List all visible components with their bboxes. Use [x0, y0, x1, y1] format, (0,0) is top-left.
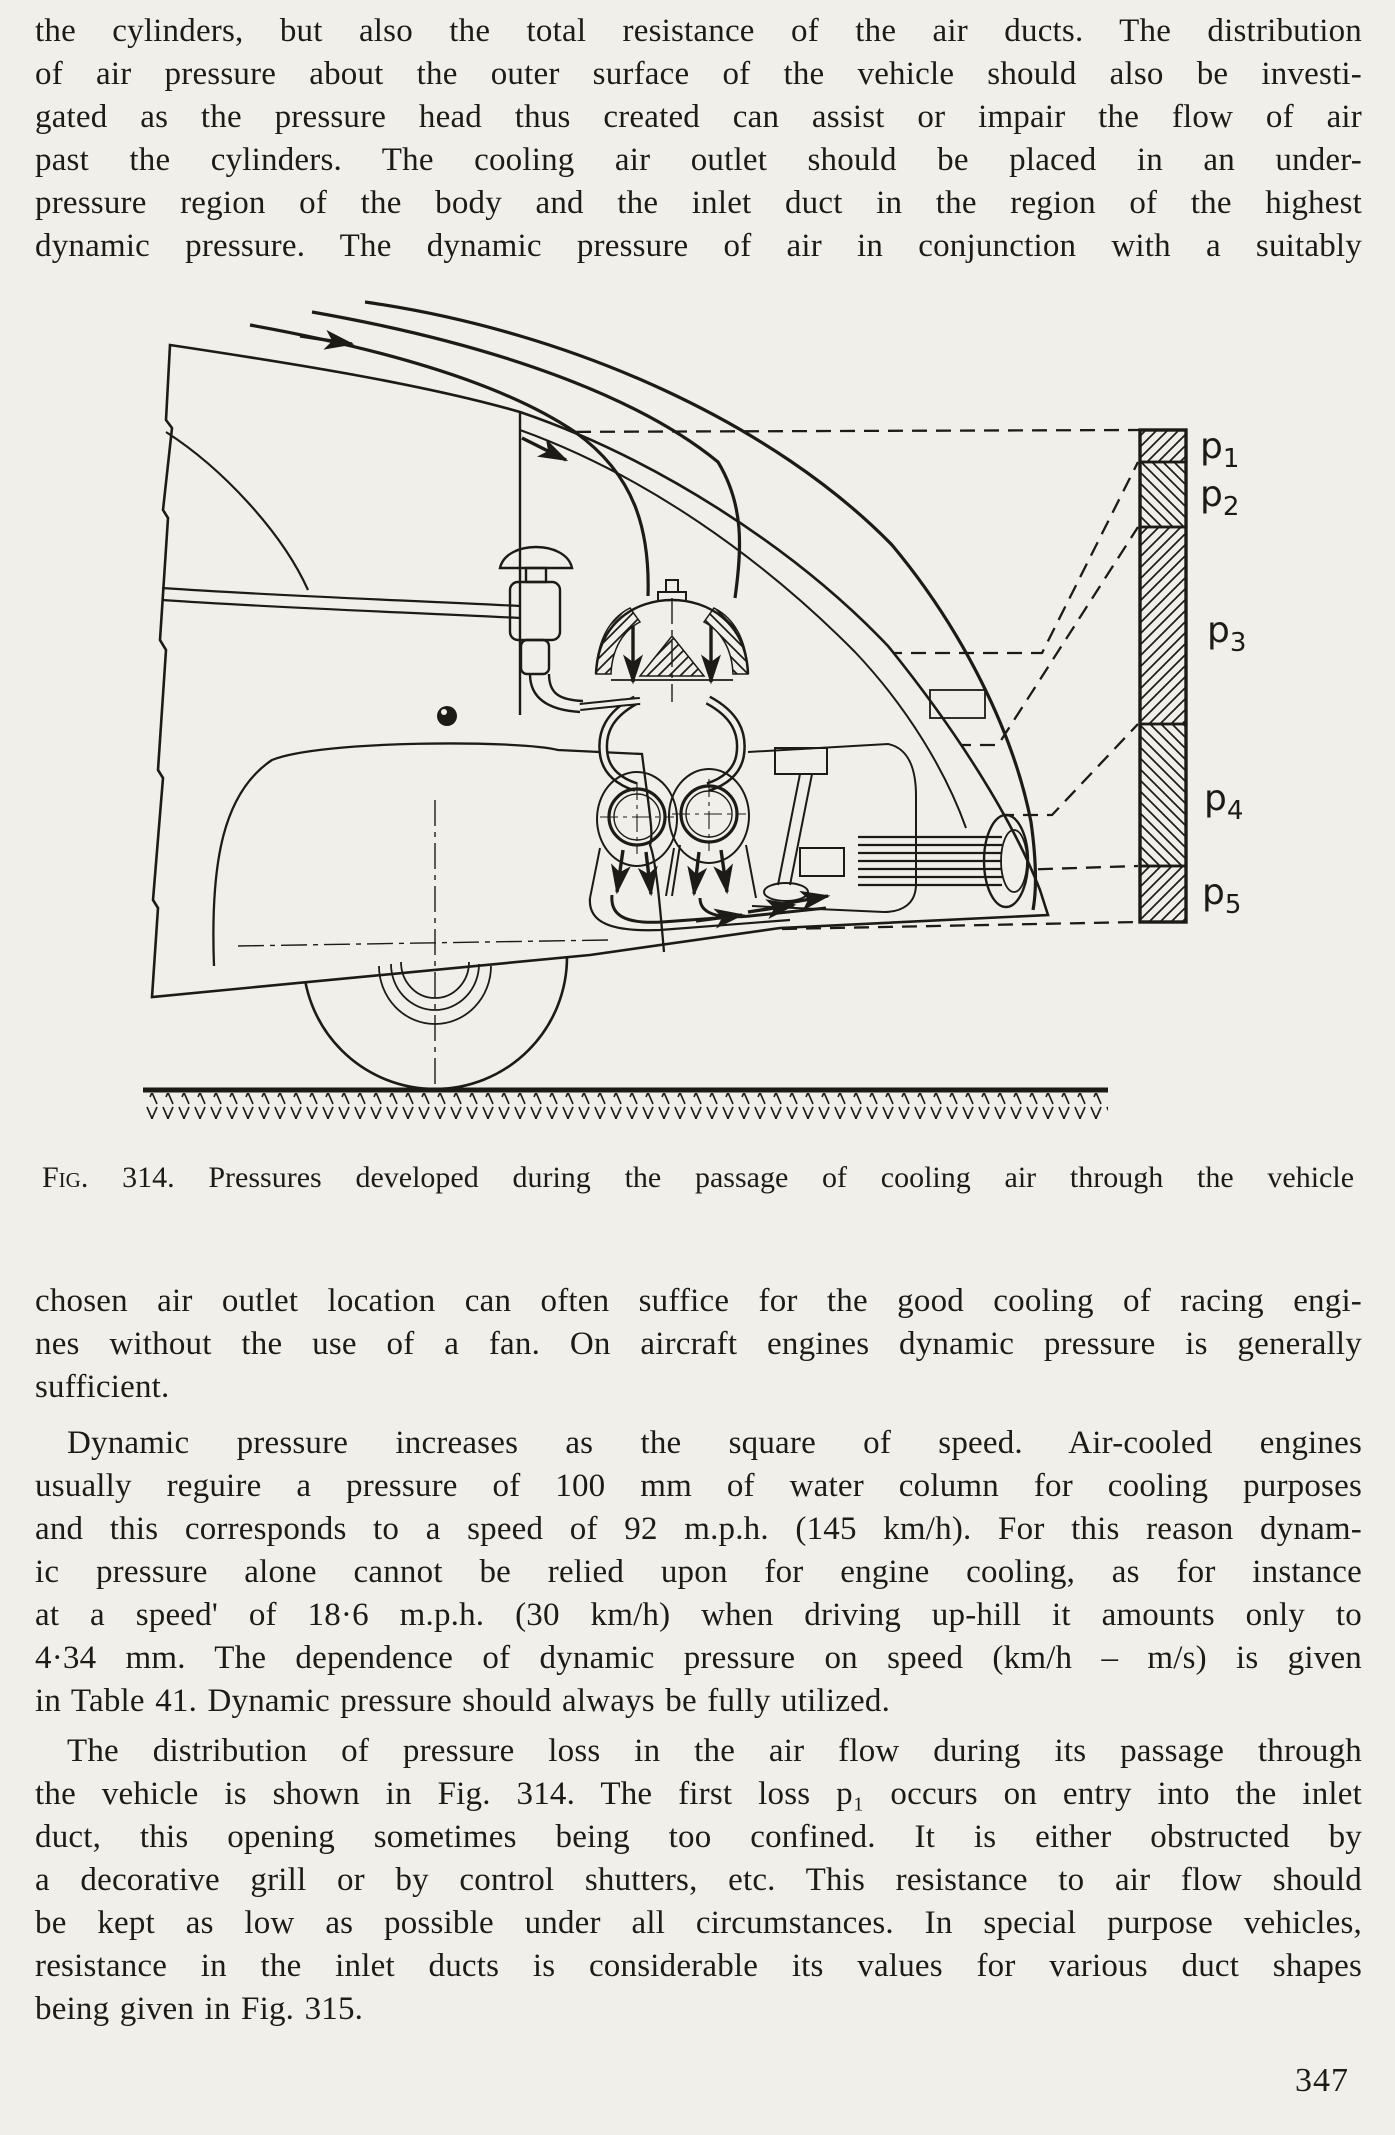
text-line: being given in Fig. 315. — [35, 1991, 364, 2027]
fender-bolt-highlight — [441, 709, 447, 715]
label-p5: $p_5$ — [1202, 872, 1242, 920]
text-line: and this corresponds to a speed of 92 m.p.h. (145 km/h). For this reason dynam- — [35, 1511, 1362, 1547]
ground — [143, 1090, 1108, 1119]
label-p2: $p_2$ — [1200, 474, 1240, 522]
text-line: at a speed' of 18·6 m.p.h. (30 km/h) when driving up-hill it amounts only to — [35, 1597, 1362, 1633]
figure-caption-text: Pressures developed during the passage of cooling air through the vehicle — [208, 1161, 1355, 1194]
text-line: sufficient. — [35, 1369, 170, 1405]
text-line: usually reguire a pressure of 100 mm of water column for cooling purposes — [35, 1468, 1362, 1504]
pressure-labels — [1200, 426, 1246, 920]
fender-bolt — [437, 706, 457, 726]
pressure-bar-segment-p3 — [1140, 527, 1186, 724]
text-line: in Table 41. Dynamic pressure should always be fully utilized. — [35, 1683, 891, 1719]
text-line: The distribution of pressure loss in the air flow during its passage through — [67, 1733, 1362, 1769]
text-line: duct, this opening sometimes being too confined. It is either obstructed by — [35, 1819, 1362, 1855]
text-line: past the cylinders. The cooling air outlet should be placed in an under- — [35, 142, 1362, 178]
text-line: 4·34 mm. The dependence of dynamic pressure on speed (km/h – m/s) is given — [35, 1640, 1362, 1676]
text-line: a decorative grill or by control shutters, etc. This resistance to air flow should — [35, 1862, 1362, 1898]
pressure-bar — [1140, 430, 1186, 922]
text-line: dynamic pressure. The dynamic pressure of air in conjunction with a suitably — [35, 228, 1362, 264]
label-p4: $p_4$ — [1204, 778, 1244, 826]
text-line: pressure region of the body and the inlet duct in the region of the highest — [35, 185, 1362, 221]
vehicle-cooling-diagram — [0, 300, 1395, 1145]
text-line: the vehicle is shown in Fig. 314. The first loss p₁ occurs on entry into the inlet — [35, 1776, 1362, 1812]
pressure-bar-segment-p4 — [1140, 724, 1186, 866]
text-line: chosen air outlet location can often suffice for the good cooling of racing engi- — [35, 1283, 1362, 1319]
vehicle-body — [152, 345, 1048, 1088]
page-number: 347 — [1295, 2062, 1349, 2099]
label-p3: $p_3$ — [1207, 610, 1247, 658]
top-paragraph — [35, 10, 1362, 268]
text-line: Dynamic pressure increases as the square of speed. Air-cooled engines — [67, 1425, 1362, 1461]
figure-caption-number: Fig. 314. — [42, 1161, 175, 1194]
figure-314-illustration — [0, 300, 1395, 1145]
ground-hatching — [143, 1093, 1108, 1119]
text-line: ic pressure alone cannot be relied upon for engine cooling, as for instance — [35, 1554, 1362, 1590]
label-p1: $p_1$ — [1200, 426, 1240, 474]
pressure-bar-segment-p1 — [1140, 430, 1186, 462]
figure-caption — [42, 1158, 1354, 1198]
pressure-bar-segment-p5 — [1140, 866, 1186, 922]
text-line: resistance in the inlet ducts is considerable its values for various duct shapes — [35, 1948, 1362, 1984]
pressure-bar-segment-p2 — [1140, 462, 1186, 527]
text-line: be kept as low as possible under all circumstances. In special purpose vehicles, — [35, 1905, 1362, 1941]
text-line: of air pressure about the outer surface of the vehicle should also be investi- — [35, 56, 1362, 92]
text-line: gated as the pressure head thus created can assist or impair the flow of air — [35, 99, 1362, 135]
text-line: nes without the use of a fan. On aircraft engines dynamic pressure is generally — [35, 1326, 1362, 1362]
text-line: the cylinders, but also the total resistance of the air ducts. The distribution — [35, 13, 1362, 49]
body-paragraphs — [35, 1280, 1362, 2031]
